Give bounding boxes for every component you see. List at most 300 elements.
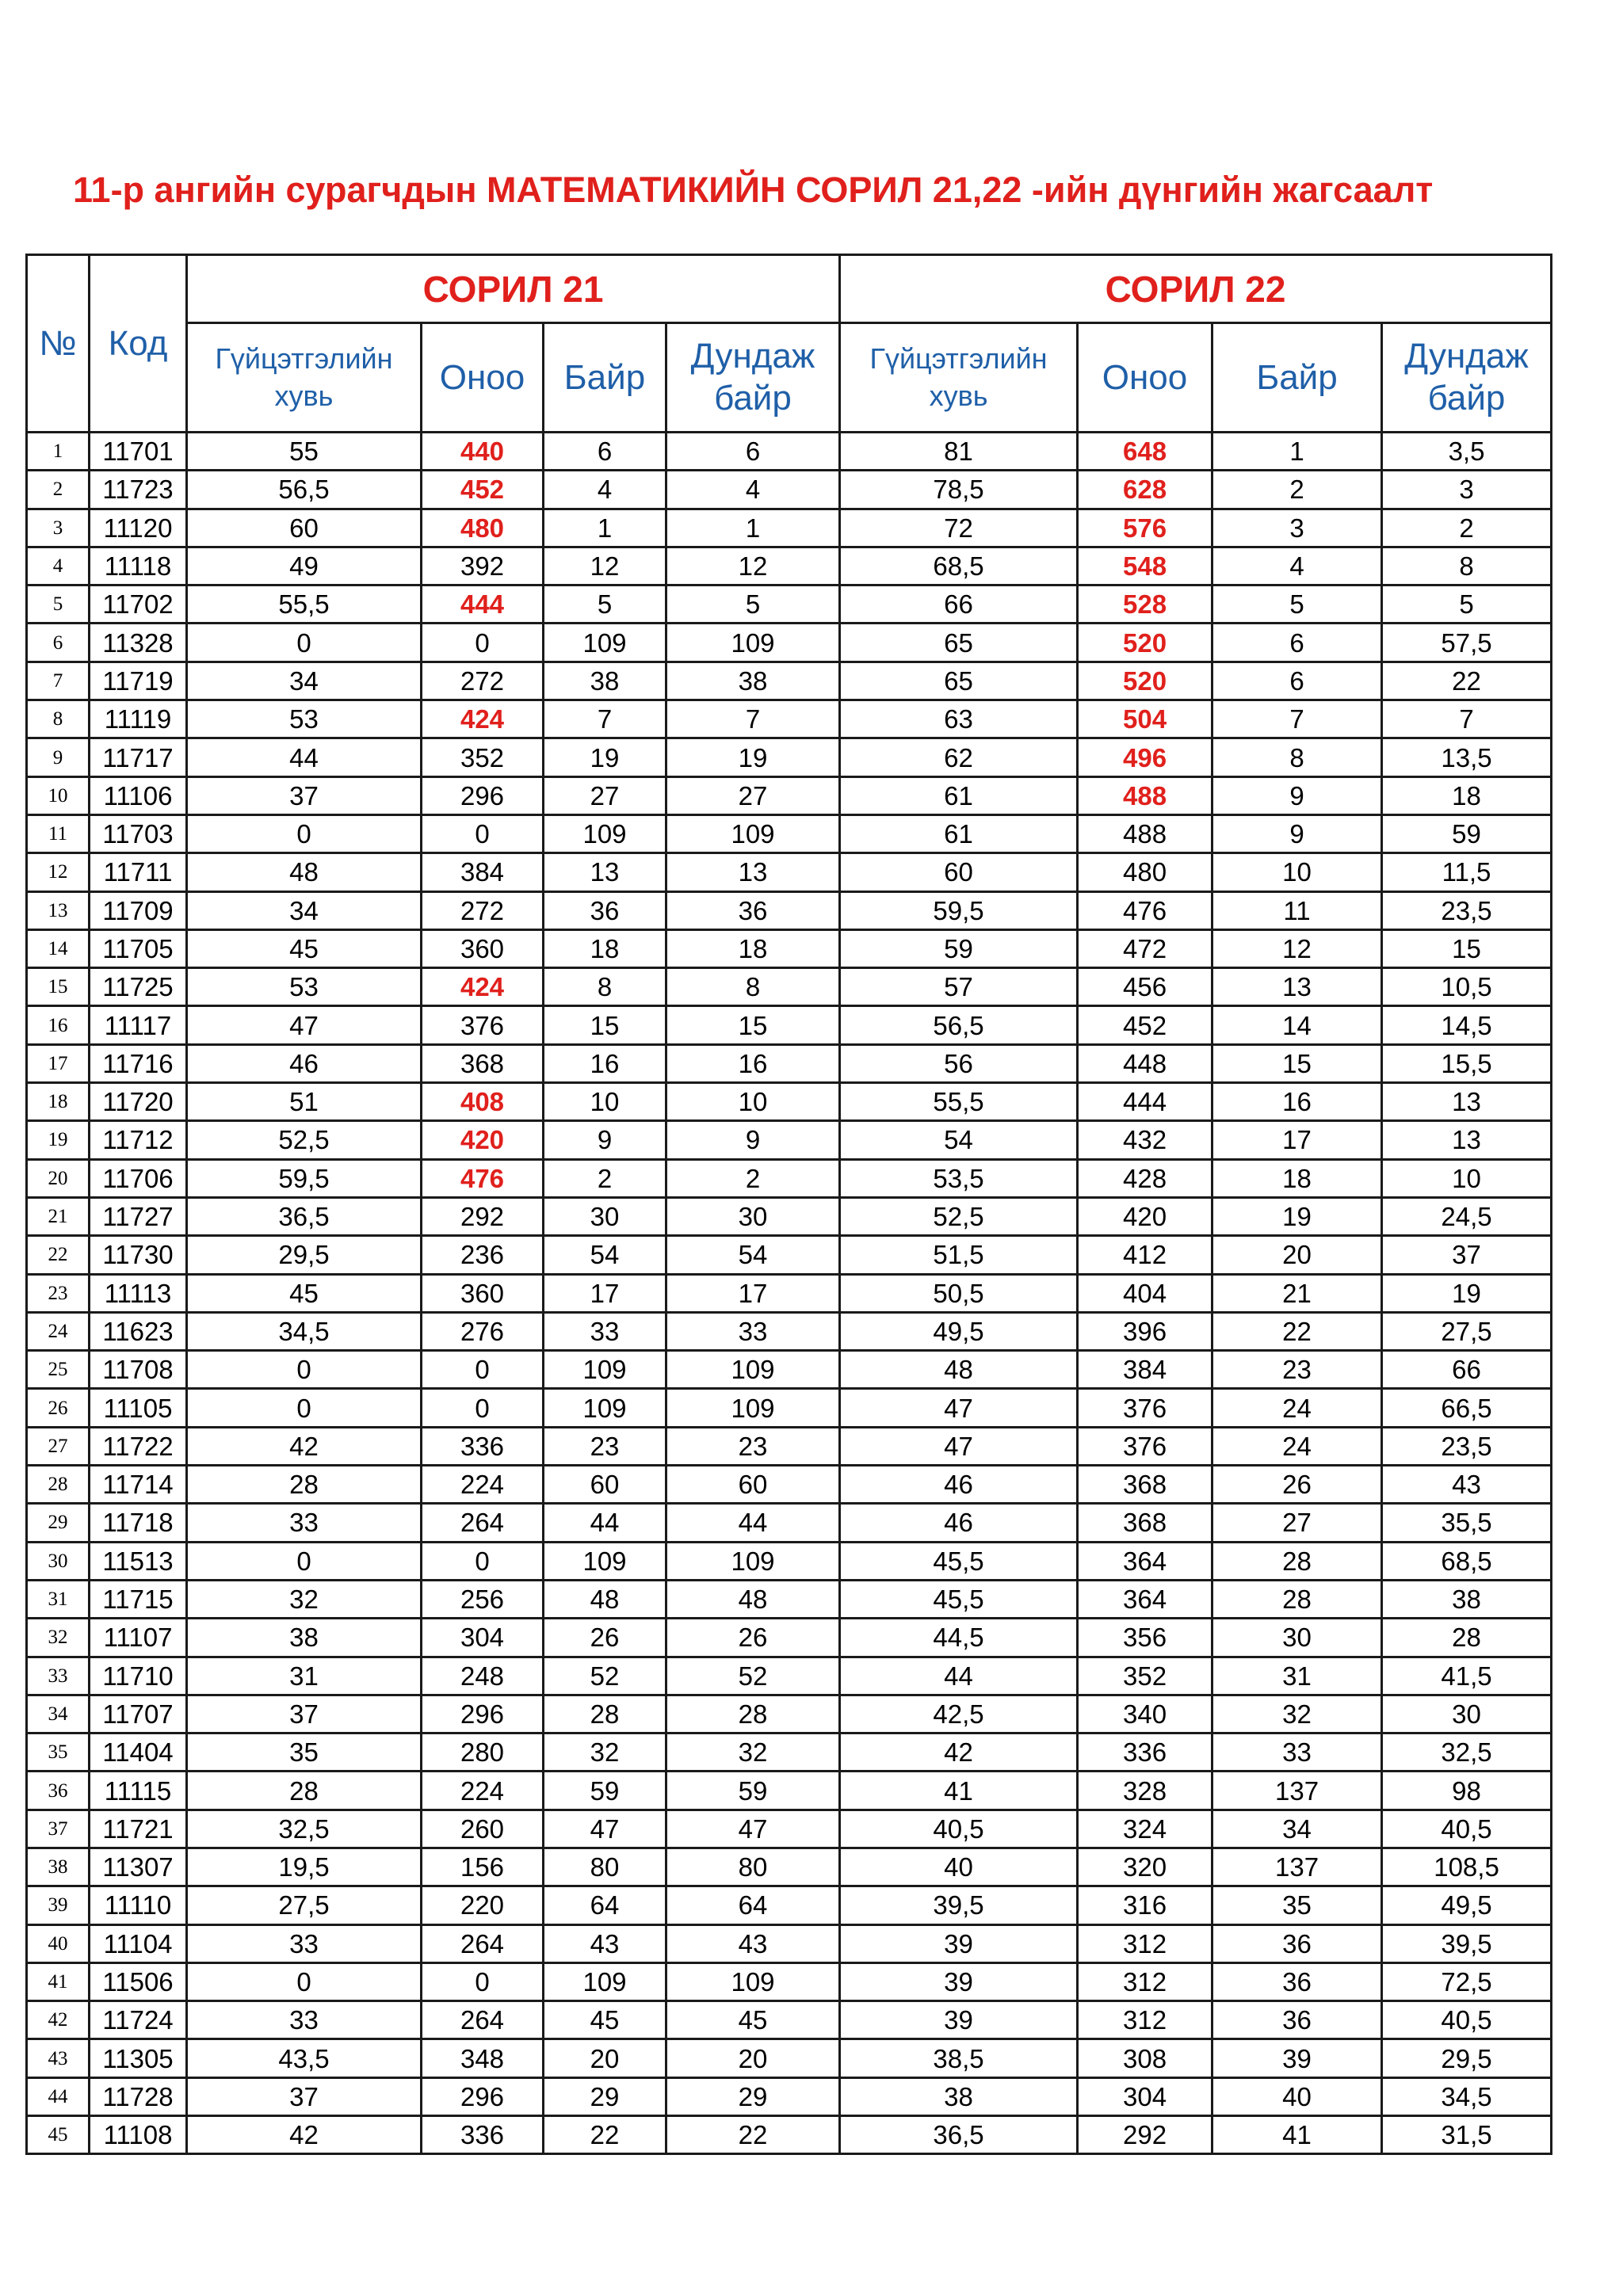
cell-rank-22: 7 <box>1212 700 1382 738</box>
cell-avg-21: 23 <box>666 1427 840 1465</box>
table-row <box>27 1312 1552 1350</box>
cell-score-21: 256 <box>422 1580 544 1618</box>
cell-avg-21: 109 <box>666 1542 840 1580</box>
table-row <box>27 1848 1552 1886</box>
cell-avg-21: 60 <box>666 1466 840 1504</box>
cell-score-22: 476 <box>1078 891 1212 929</box>
cell-rank-22: 14 <box>1212 1006 1382 1044</box>
cell-percent-21: 29,5 <box>187 1236 422 1274</box>
page-title: 11-р ангийн сурагчдын МАТЕМАТИКИЙН СОРИЛ 21,22 -ийн дүнгийн жагсаалт <box>73 170 1434 210</box>
cell-number: 35 <box>27 1733 90 1772</box>
cell-percent-22: 38,5 <box>840 2039 1078 2077</box>
table-row <box>27 662 1552 700</box>
cell-rank-22: 4 <box>1212 547 1382 585</box>
cell-score-22: 320 <box>1078 1848 1212 1886</box>
cell-avg-21: 38 <box>666 662 840 700</box>
cell-score-22: 628 <box>1078 471 1212 509</box>
cell-score-21: 0 <box>422 624 544 662</box>
cell-score-22: 528 <box>1078 585 1212 624</box>
cell-number: 18 <box>27 1083 90 1121</box>
cell-avg-22: 7 <box>1382 700 1552 738</box>
cell-avg-21: 47 <box>666 1810 840 1848</box>
cell-percent-21: 45 <box>187 1274 422 1312</box>
cell-score-21: 292 <box>422 1197 544 1235</box>
cell-percent-21: 45 <box>187 929 422 967</box>
cell-percent-21: 55 <box>187 433 422 471</box>
cell-avg-22: 59 <box>1382 814 1552 852</box>
cell-score-21: 296 <box>422 776 544 814</box>
cell-rank-21: 109 <box>544 1962 666 2000</box>
cell-avg-22: 27,5 <box>1382 1312 1552 1350</box>
cell-score-21: 224 <box>422 1772 544 1810</box>
cell-avg-22: 23,5 <box>1382 891 1552 929</box>
cell-score-22: 336 <box>1078 1733 1212 1772</box>
cell-percent-21: 33 <box>187 1504 422 1542</box>
cell-rank-22: 31 <box>1212 1657 1382 1695</box>
cell-avg-21: 59 <box>666 1772 840 1810</box>
cell-percent-21: 53 <box>187 700 422 738</box>
table-row <box>27 433 1552 471</box>
cell-rank-22: 28 <box>1212 1542 1382 1580</box>
cell-number: 22 <box>27 1236 90 1274</box>
cell-percent-22: 56,5 <box>840 1006 1078 1044</box>
table-row <box>27 2116 1552 2154</box>
cell-rank-21: 80 <box>544 1848 666 1886</box>
cell-rank-21: 109 <box>544 1389 666 1427</box>
table-row <box>27 1006 1552 1044</box>
cell-avg-21: 22 <box>666 2116 840 2154</box>
cell-rank-21: 43 <box>544 1924 666 1962</box>
header-score-21: Оноо <box>422 323 544 433</box>
cell-percent-21: 27,5 <box>187 1886 422 1924</box>
cell-rank-21: 18 <box>544 929 666 967</box>
cell-number: 41 <box>27 1962 90 2000</box>
cell-code: 11107 <box>90 1619 187 1657</box>
cell-rank-21: 5 <box>544 585 666 624</box>
cell-avg-21: 109 <box>666 624 840 662</box>
cell-avg-22: 31,5 <box>1382 2116 1552 2154</box>
cell-rank-22: 33 <box>1212 1733 1382 1772</box>
cell-percent-21: 53 <box>187 968 422 1006</box>
cell-percent-22: 51,5 <box>840 1236 1078 1274</box>
cell-avg-22: 3,5 <box>1382 433 1552 471</box>
cell-avg-21: 7 <box>666 700 840 738</box>
cell-avg-21: 6 <box>666 433 840 471</box>
cell-score-22: 316 <box>1078 1886 1212 1924</box>
cell-percent-22: 40 <box>840 1848 1078 1886</box>
cell-rank-21: 109 <box>544 814 666 852</box>
table-row <box>27 1619 1552 1657</box>
cell-score-22: 404 <box>1078 1274 1212 1312</box>
cell-score-22: 488 <box>1078 776 1212 814</box>
cell-rank-22: 39 <box>1212 2039 1382 2077</box>
cell-score-22: 312 <box>1078 1924 1212 1962</box>
cell-percent-22: 40,5 <box>840 1810 1078 1848</box>
cell-avg-22: 66,5 <box>1382 1389 1552 1427</box>
cell-percent-21: 48 <box>187 853 422 891</box>
cell-score-21: 272 <box>422 662 544 700</box>
cell-number: 13 <box>27 891 90 929</box>
cell-score-21: 224 <box>422 1466 544 1504</box>
cell-number: 28 <box>27 1466 90 1504</box>
cell-number: 38 <box>27 1848 90 1886</box>
cell-rank-22: 15 <box>1212 1044 1382 1082</box>
cell-avg-22: 19 <box>1382 1274 1552 1312</box>
cell-number: 32 <box>27 1619 90 1657</box>
cell-number: 5 <box>27 585 90 624</box>
cell-percent-22: 81 <box>840 433 1078 471</box>
cell-percent-21: 49 <box>187 547 422 585</box>
cell-score-21: 296 <box>422 2077 544 2115</box>
cell-number: 23 <box>27 1274 90 1312</box>
cell-percent-21: 37 <box>187 2077 422 2115</box>
table-row <box>27 2039 1552 2077</box>
cell-rank-22: 24 <box>1212 1389 1382 1427</box>
header-rank-21: Байр <box>544 323 666 433</box>
cell-number: 6 <box>27 624 90 662</box>
cell-code: 11104 <box>90 1924 187 1962</box>
cell-code: 11727 <box>90 1197 187 1235</box>
cell-percent-21: 28 <box>187 1772 422 1810</box>
cell-avg-21: 16 <box>666 1044 840 1082</box>
cell-code: 11328 <box>90 624 187 662</box>
table-body <box>27 433 1552 2154</box>
cell-score-22: 452 <box>1078 1006 1212 1044</box>
cell-percent-21: 34 <box>187 891 422 929</box>
cell-score-21: 392 <box>422 547 544 585</box>
cell-number: 11 <box>27 814 90 852</box>
cell-code: 11724 <box>90 2001 187 2039</box>
cell-score-21: 276 <box>422 1312 544 1350</box>
cell-code: 11714 <box>90 1466 187 1504</box>
cell-code: 11728 <box>90 2077 187 2115</box>
cell-number: 20 <box>27 1159 90 1197</box>
cell-number: 42 <box>27 2001 90 2039</box>
header-code: Код <box>90 255 187 433</box>
cell-percent-22: 60 <box>840 853 1078 891</box>
cell-number: 12 <box>27 853 90 891</box>
cell-number: 2 <box>27 471 90 509</box>
cell-rank-22: 12 <box>1212 929 1382 967</box>
cell-rank-22: 36 <box>1212 1924 1382 1962</box>
cell-score-21: 0 <box>422 1962 544 2000</box>
cell-score-21: 452 <box>422 471 544 509</box>
cell-rank-21: 109 <box>544 1542 666 1580</box>
cell-score-21: 360 <box>422 929 544 967</box>
cell-percent-21: 37 <box>187 776 422 814</box>
cell-code: 11506 <box>90 1962 187 2000</box>
cell-rank-21: 17 <box>544 1274 666 1312</box>
cell-score-21: 348 <box>422 2039 544 2077</box>
header-number: № <box>27 255 90 433</box>
cell-code: 11706 <box>90 1159 187 1197</box>
cell-code: 11307 <box>90 1848 187 1886</box>
cell-rank-21: 60 <box>544 1466 666 1504</box>
cell-code: 11725 <box>90 968 187 1006</box>
cell-avg-22: 15,5 <box>1382 1044 1552 1082</box>
cell-percent-21: 60 <box>187 509 422 547</box>
cell-score-21: 220 <box>422 1886 544 1924</box>
cell-percent-22: 59,5 <box>840 891 1078 929</box>
cell-rank-22: 8 <box>1212 738 1382 776</box>
cell-rank-22: 17 <box>1212 1121 1382 1159</box>
cell-code: 11701 <box>90 433 187 471</box>
cell-score-21: 280 <box>422 1733 544 1772</box>
cell-avg-21: 4 <box>666 471 840 509</box>
cell-code: 11709 <box>90 891 187 929</box>
cell-avg-22: 43 <box>1382 1466 1552 1504</box>
cell-score-21: 264 <box>422 2001 544 2039</box>
table-row <box>27 1083 1552 1121</box>
cell-rank-21: 64 <box>544 1886 666 1924</box>
cell-score-22: 504 <box>1078 700 1212 738</box>
cell-percent-22: 45,5 <box>840 1542 1078 1580</box>
cell-percent-21: 59,5 <box>187 1159 422 1197</box>
table-row <box>27 1924 1552 1962</box>
cell-percent-22: 52,5 <box>840 1197 1078 1235</box>
cell-avg-22: 13 <box>1382 1083 1552 1121</box>
cell-code: 11702 <box>90 585 187 624</box>
cell-avg-21: 36 <box>666 891 840 929</box>
cell-avg-21: 1 <box>666 509 840 547</box>
cell-rank-22: 137 <box>1212 1772 1382 1810</box>
cell-avg-22: 37 <box>1382 1236 1552 1274</box>
cell-rank-22: 28 <box>1212 1580 1382 1618</box>
cell-rank-21: 32 <box>544 1733 666 1772</box>
table-row <box>27 2001 1552 2039</box>
cell-avg-22: 40,5 <box>1382 1810 1552 1848</box>
table-row <box>27 1810 1552 1848</box>
table-row <box>27 1733 1552 1772</box>
cell-percent-21: 28 <box>187 1466 422 1504</box>
cell-code: 11117 <box>90 1006 187 1044</box>
cell-avg-22: 13,5 <box>1382 738 1552 776</box>
header-percent-21: Гүйцэтгэлийн хувь <box>187 323 422 433</box>
cell-avg-21: 64 <box>666 1886 840 1924</box>
cell-percent-21: 0 <box>187 1389 422 1427</box>
cell-number: 8 <box>27 700 90 738</box>
cell-number: 24 <box>27 1312 90 1350</box>
cell-percent-22: 57 <box>840 968 1078 1006</box>
cell-percent-21: 19,5 <box>187 1848 422 1886</box>
cell-percent-21: 34 <box>187 662 422 700</box>
cell-avg-22: 72,5 <box>1382 1962 1552 2000</box>
cell-score-21: 296 <box>422 1695 544 1733</box>
cell-avg-22: 15 <box>1382 929 1552 967</box>
cell-score-21: 248 <box>422 1657 544 1695</box>
cell-number: 29 <box>27 1504 90 1542</box>
cell-avg-22: 10 <box>1382 1159 1552 1197</box>
cell-score-21: 336 <box>422 2116 544 2154</box>
cell-avg-21: 20 <box>666 2039 840 2077</box>
cell-score-21: 368 <box>422 1044 544 1082</box>
table-row <box>27 1580 1552 1618</box>
cell-score-21: 264 <box>422 1504 544 1542</box>
cell-avg-22: 18 <box>1382 776 1552 814</box>
cell-code: 11716 <box>90 1044 187 1082</box>
cell-score-22: 324 <box>1078 1810 1212 1848</box>
cell-number: 45 <box>27 2116 90 2154</box>
cell-number: 26 <box>27 1389 90 1427</box>
cell-avg-21: 27 <box>666 776 840 814</box>
table-row <box>27 1695 1552 1733</box>
table-row <box>27 1657 1552 1695</box>
cell-avg-22: 30 <box>1382 1695 1552 1733</box>
cell-code: 11723 <box>90 471 187 509</box>
cell-score-21: 0 <box>422 1542 544 1580</box>
cell-avg-21: 17 <box>666 1274 840 1312</box>
cell-percent-22: 39 <box>840 2001 1078 2039</box>
cell-score-22: 576 <box>1078 509 1212 547</box>
cell-score-21: 272 <box>422 891 544 929</box>
cell-percent-21: 47 <box>187 1006 422 1044</box>
cell-avg-22: 23,5 <box>1382 1427 1552 1465</box>
cell-code: 11110 <box>90 1886 187 1924</box>
cell-score-22: 376 <box>1078 1389 1212 1427</box>
header-rank-22: Байр <box>1212 323 1382 433</box>
cell-rank-21: 109 <box>544 1351 666 1389</box>
cell-rank-21: 10 <box>544 1083 666 1121</box>
cell-percent-22: 55,5 <box>840 1083 1078 1121</box>
cell-avg-21: 15 <box>666 1006 840 1044</box>
cell-rank-22: 11 <box>1212 891 1382 929</box>
cell-code: 11513 <box>90 1542 187 1580</box>
cell-percent-22: 45,5 <box>840 1580 1078 1618</box>
cell-number: 14 <box>27 929 90 967</box>
table-row <box>27 1159 1552 1197</box>
cell-avg-22: 5 <box>1382 585 1552 624</box>
cell-score-21: 424 <box>422 700 544 738</box>
cell-score-21: 408 <box>422 1083 544 1121</box>
cell-percent-22: 78,5 <box>840 471 1078 509</box>
cell-avg-22: 68,5 <box>1382 1542 1552 1580</box>
cell-number: 7 <box>27 662 90 700</box>
cell-avg-22: 40,5 <box>1382 2001 1552 2039</box>
cell-rank-21: 30 <box>544 1197 666 1235</box>
cell-score-21: 480 <box>422 509 544 547</box>
table-row <box>27 968 1552 1006</box>
cell-score-21: 352 <box>422 738 544 776</box>
cell-percent-22: 49,5 <box>840 1312 1078 1350</box>
cell-percent-22: 42 <box>840 1733 1078 1772</box>
cell-score-21: 424 <box>422 968 544 1006</box>
cell-score-22: 396 <box>1078 1312 1212 1350</box>
cell-code: 11705 <box>90 929 187 967</box>
cell-avg-21: 33 <box>666 1312 840 1350</box>
cell-percent-21: 33 <box>187 1924 422 1962</box>
cell-avg-22: 24,5 <box>1382 1197 1552 1235</box>
cell-percent-22: 61 <box>840 776 1078 814</box>
table-row <box>27 1197 1552 1235</box>
cell-rank-22: 9 <box>1212 814 1382 852</box>
cell-number: 17 <box>27 1044 90 1082</box>
cell-code: 11719 <box>90 662 187 700</box>
cell-rank-22: 1 <box>1212 433 1382 471</box>
cell-score-21: 376 <box>422 1006 544 1044</box>
cell-number: 1 <box>27 433 90 471</box>
cell-avg-21: 12 <box>666 547 840 585</box>
cell-percent-22: 50,5 <box>840 1274 1078 1312</box>
cell-rank-21: 52 <box>544 1657 666 1695</box>
cell-score-22: 444 <box>1078 1083 1212 1121</box>
cell-percent-21: 37 <box>187 1695 422 1733</box>
cell-score-22: 520 <box>1078 624 1212 662</box>
cell-rank-21: 15 <box>544 1006 666 1044</box>
cell-number: 9 <box>27 738 90 776</box>
cell-avg-22: 3 <box>1382 471 1552 509</box>
cell-rank-22: 5 <box>1212 585 1382 624</box>
cell-percent-22: 39,5 <box>840 1886 1078 1924</box>
cell-score-21: 360 <box>422 1274 544 1312</box>
header-percent-22: Гүйцэтгэлийн хувь <box>840 323 1078 433</box>
cell-score-22: 548 <box>1078 547 1212 585</box>
cell-score-22: 496 <box>1078 738 1212 776</box>
cell-avg-21: 26 <box>666 1619 840 1657</box>
table-row <box>27 1427 1552 1465</box>
cell-percent-22: 39 <box>840 1924 1078 1962</box>
cell-score-22: 308 <box>1078 2039 1212 2077</box>
cell-percent-21: 52,5 <box>187 1121 422 1159</box>
table-row <box>27 1542 1552 1580</box>
cell-score-22: 364 <box>1078 1580 1212 1618</box>
cell-avg-22: 35,5 <box>1382 1504 1552 1542</box>
cell-percent-22: 41 <box>840 1772 1078 1810</box>
cell-percent-22: 62 <box>840 738 1078 776</box>
table-row <box>27 471 1552 509</box>
cell-score-22: 384 <box>1078 1351 1212 1389</box>
cell-percent-21: 32 <box>187 1580 422 1618</box>
cell-score-22: 356 <box>1078 1619 1212 1657</box>
cell-score-21: 384 <box>422 853 544 891</box>
header-test-21: СОРИЛ 21 <box>187 255 840 323</box>
table-row <box>27 509 1552 547</box>
cell-score-21: 0 <box>422 1389 544 1427</box>
cell-percent-21: 43,5 <box>187 2039 422 2077</box>
cell-rank-21: 44 <box>544 1504 666 1542</box>
cell-score-22: 488 <box>1078 814 1212 852</box>
cell-percent-21: 44 <box>187 738 422 776</box>
cell-percent-21: 35 <box>187 1733 422 1772</box>
cell-avg-21: 8 <box>666 968 840 1006</box>
table-row <box>27 853 1552 891</box>
cell-avg-21: 109 <box>666 1389 840 1427</box>
cell-rank-22: 137 <box>1212 1848 1382 1886</box>
cell-percent-21: 51 <box>187 1083 422 1121</box>
cell-number: 27 <box>27 1427 90 1465</box>
cell-avg-22: 2 <box>1382 509 1552 547</box>
cell-score-22: 648 <box>1078 433 1212 471</box>
cell-rank-22: 24 <box>1212 1427 1382 1465</box>
cell-avg-22: 32,5 <box>1382 1733 1552 1772</box>
cell-number: 31 <box>27 1580 90 1618</box>
cell-percent-21: 56,5 <box>187 471 422 509</box>
cell-avg-21: 109 <box>666 814 840 852</box>
cell-percent-21: 42 <box>187 2116 422 2154</box>
cell-avg-22: 49,5 <box>1382 1886 1552 1924</box>
cell-code: 11106 <box>90 776 187 814</box>
cell-avg-22: 108,5 <box>1382 1848 1552 1886</box>
cell-score-22: 292 <box>1078 2116 1212 2154</box>
cell-code: 11119 <box>90 700 187 738</box>
cell-percent-21: 0 <box>187 1542 422 1580</box>
cell-rank-21: 1 <box>544 509 666 547</box>
cell-number: 40 <box>27 1924 90 1962</box>
cell-avg-21: 109 <box>666 1351 840 1389</box>
cell-percent-22: 46 <box>840 1466 1078 1504</box>
cell-rank-21: 4 <box>544 471 666 509</box>
table-row <box>27 547 1552 585</box>
cell-number: 44 <box>27 2077 90 2115</box>
